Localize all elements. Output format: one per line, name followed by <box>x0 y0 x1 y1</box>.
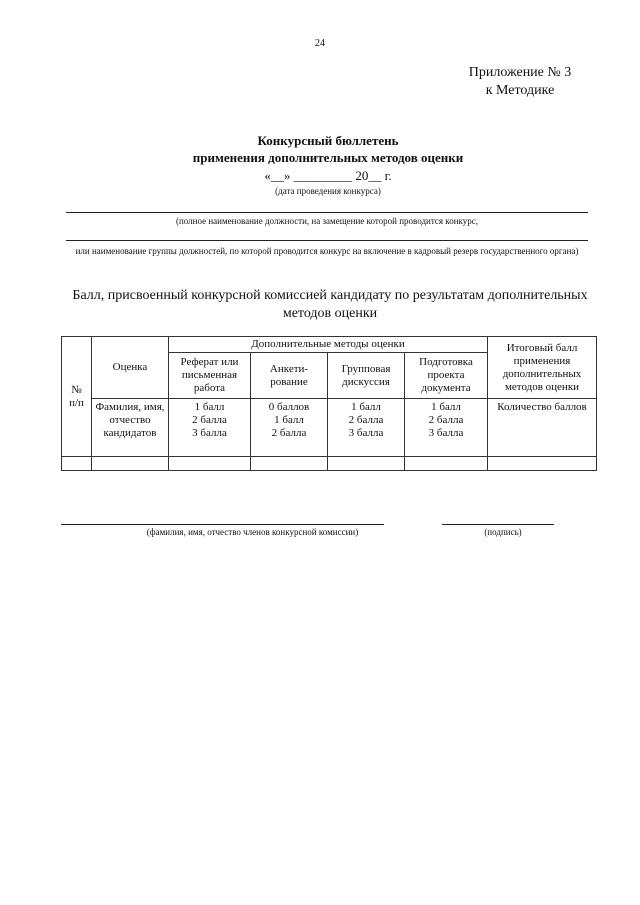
col-number-header: № п/п <box>62 337 92 457</box>
score-table <box>61 336 597 471</box>
total-score-label: Количество баллов <box>488 399 597 457</box>
score-document: 1 балл 2 балла 3 балла <box>405 399 488 457</box>
members-caption: (фамилия, имя, отчество членов конкурсной комиссии) <box>146 527 359 537</box>
method-discussion-header: Групповая дискуссия <box>328 353 405 399</box>
method-essay-header: Реферат или письменная работа <box>169 353 251 399</box>
col-total-header: Итоговый балл применения дополнительных методов оценки <box>488 337 597 399</box>
signature-caption: (подпись) <box>484 527 522 537</box>
appendix-reference <box>440 64 600 100</box>
signature-line <box>442 524 554 525</box>
position-fill-line <box>66 212 588 213</box>
empty-cell <box>169 457 251 471</box>
col-assessment-header: Оценка <box>92 337 169 399</box>
position-note: (полное наименование должности, на замещение которой проводится конкурс, <box>175 216 479 226</box>
title-line-1: Конкурсный бюллетень <box>257 133 399 148</box>
methods-group-header: Дополнительные методы оценки <box>169 337 488 353</box>
method-survey-header: Анкети- рование <box>251 353 328 399</box>
empty-cell <box>251 457 328 471</box>
empty-cell <box>62 457 92 471</box>
score-survey: 0 баллов 1 балл 2 балла <box>251 399 328 457</box>
method-document-header: Подготовка проекта документа <box>405 353 488 399</box>
score-discussion: 1 балл 2 балла 3 балла <box>328 399 405 457</box>
section-heading: Балл, присвоенный конкурсной комиссией кандидату по результатам дополнительных методов оценки <box>72 288 588 321</box>
empty-cell <box>488 457 597 471</box>
date-line: «__» _________ 20__ г. <box>264 168 392 183</box>
appendix-line-1: Приложение № 3 <box>468 65 572 80</box>
page-number: 24 <box>315 38 325 49</box>
group-note: или наименование группы должностей, по которой проводится конкурс на включение в кадровый резерв государственного органа) <box>75 246 579 256</box>
appendix-line-2: к Методике <box>485 83 555 98</box>
document-title <box>0 132 640 166</box>
empty-cell <box>405 457 488 471</box>
table-row <box>62 457 597 471</box>
title-line-2: применения дополнительных методов оценки <box>192 150 464 165</box>
empty-cell <box>328 457 405 471</box>
group-fill-line <box>66 240 588 241</box>
date-note: (дата проведения конкурса) <box>275 186 381 196</box>
candidate-name-label: Фамилия, имя, отчество кандидатов <box>92 399 169 457</box>
empty-cell <box>92 457 169 471</box>
score-essay: 1 балл 2 балла 3 балла <box>169 399 251 457</box>
members-signature-line <box>61 524 384 525</box>
